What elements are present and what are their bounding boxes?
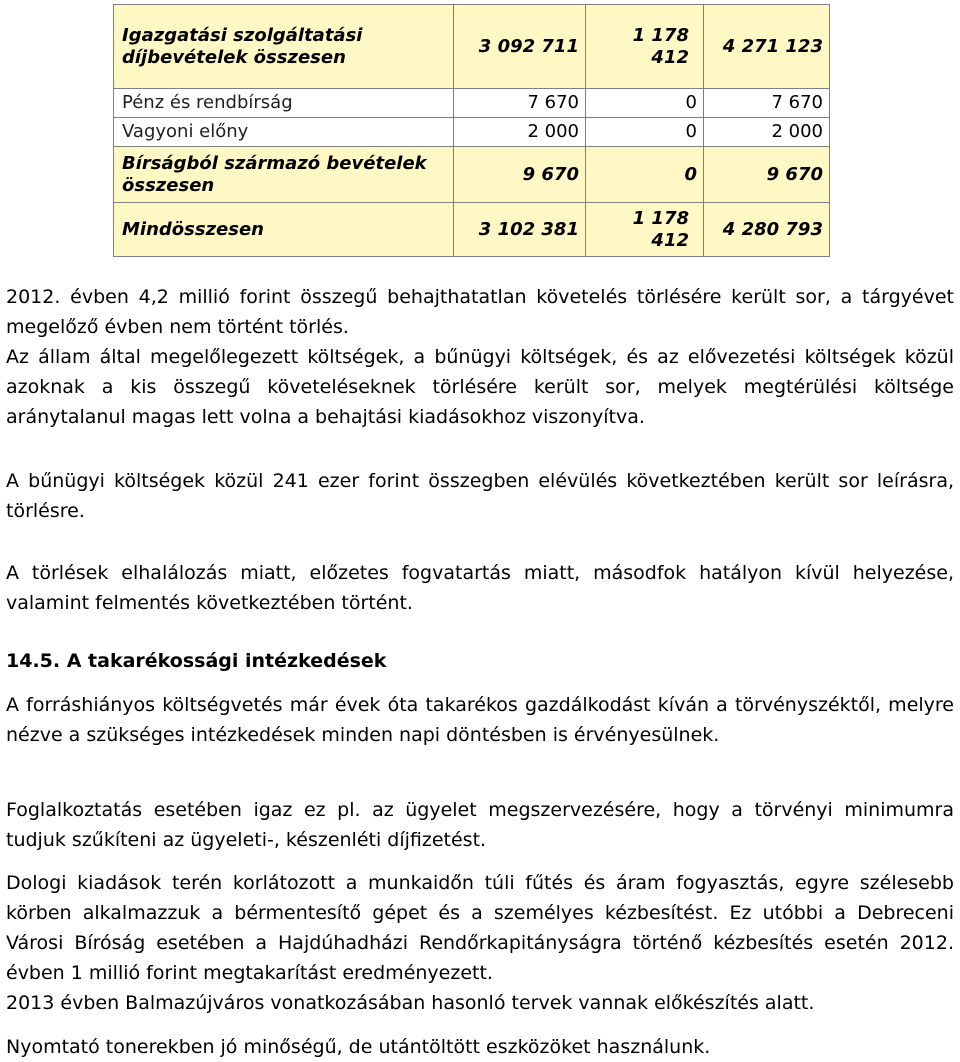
cell-value: 9 670 [454, 147, 586, 203]
row-label: Igazgatási szolgáltatási díjbevételek összesen [114, 5, 454, 89]
row-label: Pénz és rendbírság [114, 89, 454, 118]
cell-value: 4 271 123 [704, 5, 830, 89]
cell-value: 7 670 [704, 89, 830, 118]
cell-value: 3 092 711 [454, 5, 586, 89]
paragraph-austerity-intro: A forráshiányos költségvetés már évek óta takarékos gazdálkodást kíván a törvényszéktől, melyre nézve a szükséges intézkedések minden napi döntésben is érvényesülnek. [6, 694, 954, 746]
paragraph-criminal-costs: A bűnügyi költségek közül 241 ezer forint összegben elévülés következtében került sor leírásra, törlésre. [6, 470, 954, 522]
cell-value: 0 [586, 89, 704, 118]
section-heading [6, 646, 386, 676]
cell-value: 1 178 412 [586, 5, 704, 89]
cell-value: 2 000 [454, 118, 586, 147]
cell-value: 9 670 [704, 147, 830, 203]
paragraph-state-advanced-costs: Az állam által megelőlegezett költségek, a bűnügyi költségek, és az elővezetési költségek közül azoknak a kis összegű követeléseknek törlésére került sor, melyek megtérülési költsége aránytalanul magas lett volna a behajtási kiadásokhoz viszonyítva. [6, 346, 954, 428]
table-row [114, 89, 830, 118]
section-title: A takarékossági intézkedések [66, 650, 387, 672]
cell-value: 3 102 381 [454, 203, 586, 257]
cell-value: 0 [586, 118, 704, 147]
table-row [114, 118, 830, 147]
cell-value: 7 670 [454, 89, 586, 118]
row-label: Vagyoni előny [114, 118, 454, 147]
table-row [114, 147, 830, 203]
table-row [114, 203, 830, 257]
cell-value: 1 178 412 [586, 203, 704, 257]
row-label: Bírságból származó bevételek összesen [114, 147, 454, 203]
section-number: 14.5. [6, 650, 61, 672]
cell-value: 2 000 [704, 118, 830, 147]
paragraph-write-off-reasons: A törlések elhalálozás miatt, előzetes fogvatartás miatt, másodfok hatályon kívül helyezése, valamint felmentés következtében történt. [6, 562, 954, 614]
paragraph-write-off-total: 2012. évben 4,2 millió forint összegű behajthatatlan követelés törlésére került sor, a tárgyévet megelőző évben nem történt törlés. [6, 286, 954, 338]
table-row [114, 5, 830, 89]
paragraph-balmazujvaros: 2013 évben Balmazújváros vonatkozásában hasonló tervek vannak előkészítés alatt. [6, 992, 815, 1014]
cell-value: 0 [586, 147, 704, 203]
paragraph-employment: Foglalkoztatás esetében igaz ez pl. az ügyelet megszervezésére, hogy a törvényi minimumra tudjuk szűkíteni az ügyeleti-, készenléti díjfizetést. [6, 799, 954, 851]
revenue-table-wrapper [113, 4, 830, 257]
cell-value: 4 280 793 [704, 203, 830, 257]
row-label: Mindösszesen [114, 203, 454, 257]
paragraph-material-expenses: Dologi kiadások terén korlátozott a munkaidőn túli fűtés és áram fogyasztás, egyre szélesebb körben alkalmazzuk a bérmentesítő gépet és a személyes kézbesítést. Ez utóbbi a Debreceni Városi Bíróság esetében a Hajdúhadházi Rendőrkapitányságra történő kézbesítés esetén 2012. évben 1 millió forint megtakarítást eredményezett. [6, 872, 954, 984]
revenue-table [113, 4, 830, 257]
paragraph-toners: Nyomtató tonerekben jó minőségű, de utántöltött eszközöket használunk. [6, 1036, 711, 1058]
